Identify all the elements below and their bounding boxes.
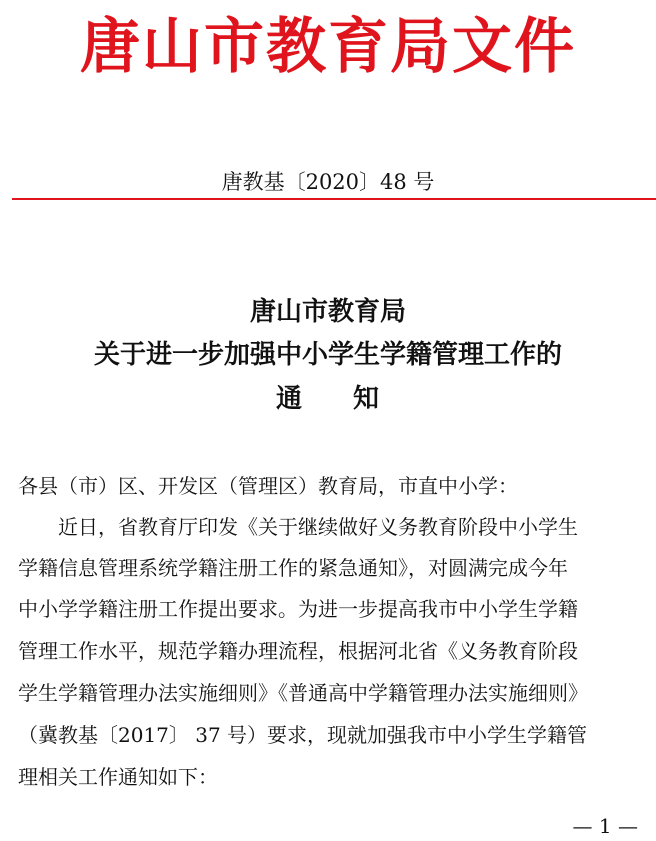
title-line-2: 关于进一步加强中小学生学籍管理工作的 (93, 340, 562, 370)
body-line: 近日，省教育厅印发《关于继续做好义务教育阶段中小学生 (18, 515, 578, 539)
body-line: 理相关工作通知如下： (18, 765, 218, 789)
title-line-3: 通 知 (275, 384, 381, 414)
body-line: （冀教基〔2017〕 37 号）要求，现就加强我市中小学生学籍管 (18, 723, 588, 747)
salutation: 各县（市）区、开发区（管理区）教育局，市直中小学： (18, 474, 518, 498)
body-line: 管理工作水平，规范学籍办理流程，根据河北省《义务教育阶段 (18, 639, 578, 663)
document-number: 唐教基〔2020〕48 号 (221, 170, 435, 194)
body-line: 学生学籍管理办法实施细则》《普通高中学籍管理办法实施细则》 (18, 681, 588, 705)
body-line: 学籍信息管理系统学籍注册工作的紧急通知》，对圆满完成今年 (18, 556, 568, 580)
red-divider (12, 198, 656, 200)
document-masthead: 唐山市教育局文件 (80, 12, 576, 82)
page-number: — 1 — (572, 814, 638, 838)
title-line-1: 唐山市教育局 (249, 297, 406, 327)
body-line: 中小学学籍注册工作提出要求。为进一步提高我市中小学生学籍 (18, 597, 578, 621)
